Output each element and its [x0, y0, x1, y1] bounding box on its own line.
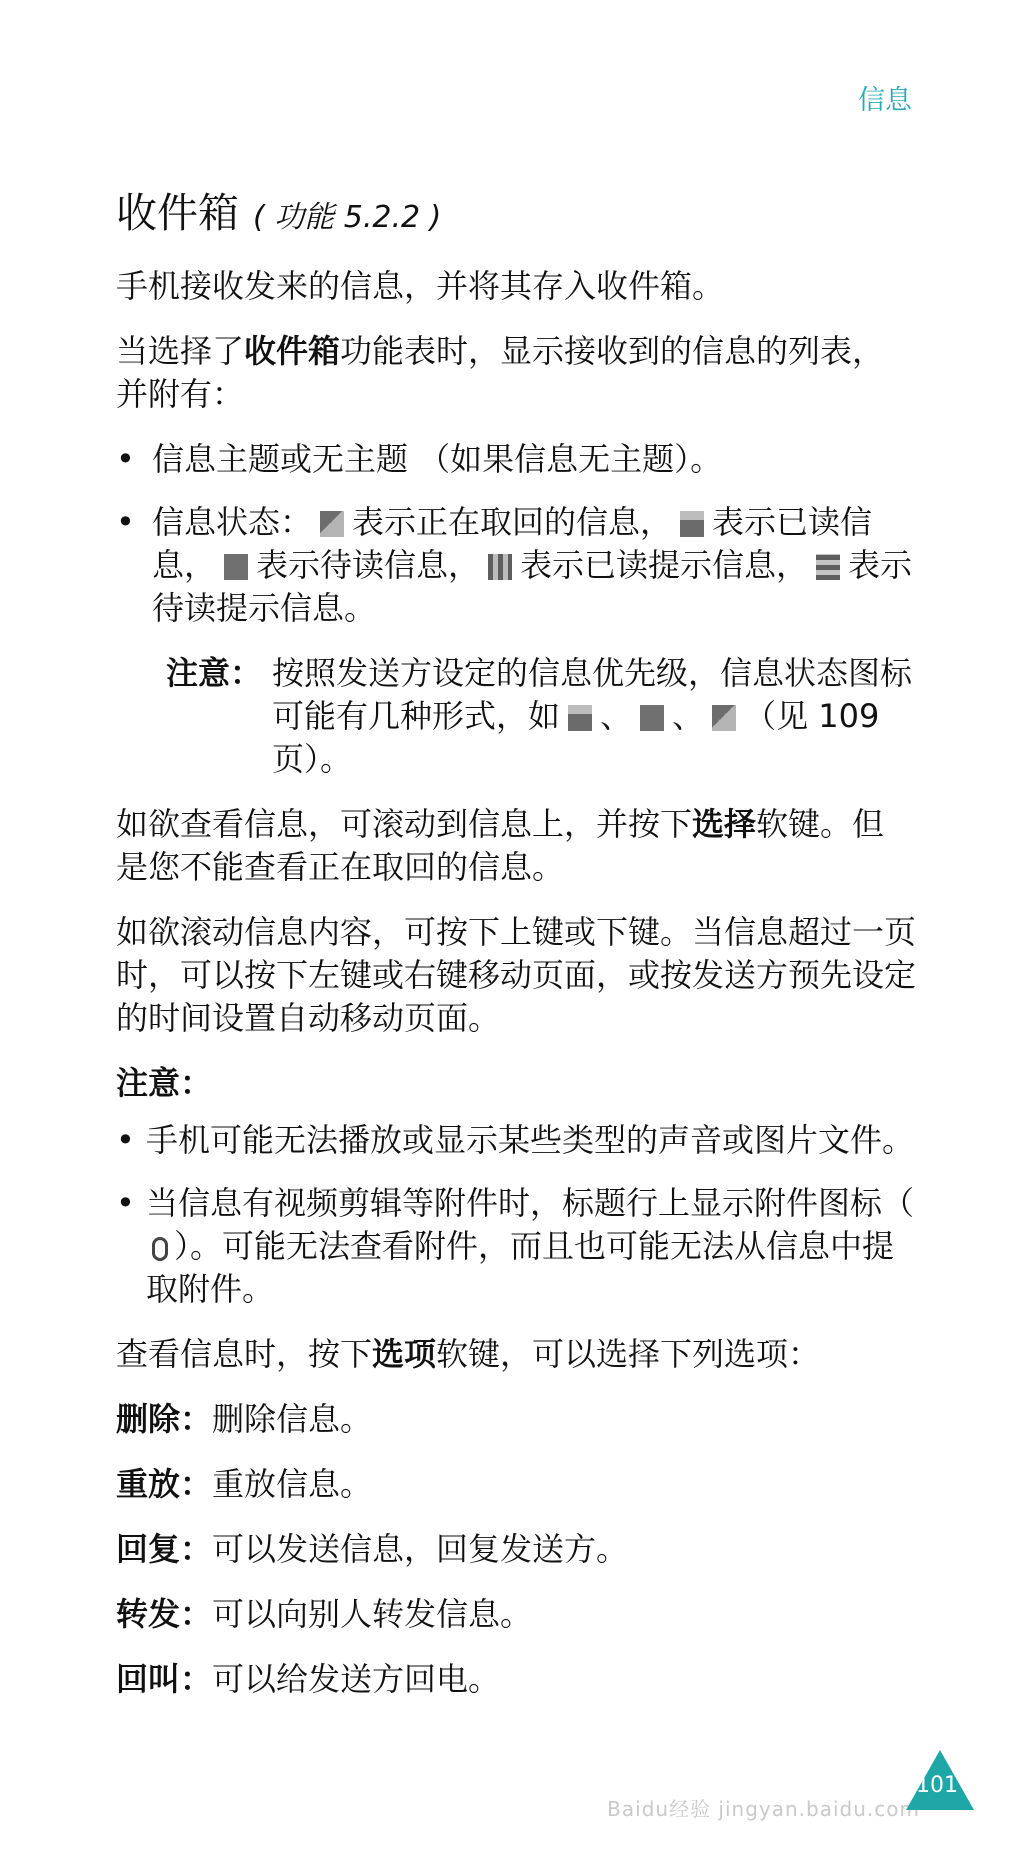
priority-note [166, 652, 916, 781]
priority-normal-envelope-icon [640, 705, 664, 731]
inbox-list-paragraph: 当选择了收件箱功能表时，显示接收到的信息的列表，并附有： [116, 332, 885, 414]
option-forward: 转发：可以向别人转发信息。 [116, 1595, 533, 1634]
envelope-retrieving-icon [320, 511, 344, 537]
note-heading: 注意： [116, 1064, 213, 1103]
note-item-attachment: • 当信息有视频剪辑等附件时，标题行上显示附件图标（）。可能无法查看附件，而且也可能无法从信息中提取附件。 [116, 1182, 916, 1311]
page-content [116, 190, 916, 1723]
priority-high-envelope-icon [568, 705, 592, 731]
option-callback: 回叫：可以给发送方回电。 [116, 1660, 501, 1699]
page-title [116, 190, 916, 237]
option-replay: 重放：重放信息。 [116, 1465, 373, 1504]
option-delete: 删除：删除信息。 [116, 1400, 373, 1439]
list-attributes [116, 438, 916, 630]
scroll-paragraph: 如欲滚动信息内容，可按下上键或下键。当信息超过一页时，可以按下左键或右键移动页面，或按发送方预先设定的时间设置自动移动页面。 [116, 913, 917, 1038]
options-intro-paragraph: 查看信息时，按下选项软键，可以选择下列选项： [116, 1335, 821, 1374]
envelope-read-icon [680, 511, 704, 537]
list-item-status: • 信息状态： 表示正在取回的信息， 表示已读信息， 表示待读信息， 表示已读提示信息， 表示待读提示信息。 [116, 501, 916, 630]
intro-paragraph: 手机接收发来的信息，并将其存入收件箱。 [116, 267, 725, 306]
inbox-term: 收件箱 [244, 332, 341, 371]
option-reply: 回复：可以发送信息，回复发送方。 [116, 1530, 629, 1569]
baidu-watermark: Baidu经验 jingyan.baidu.com [607, 1797, 920, 1821]
paperclip-icon [152, 1237, 168, 1261]
report-unread-icon [816, 554, 840, 580]
note-label: 注意： [166, 654, 263, 693]
function-reference: ( 功能 5.2.2 ) [253, 200, 442, 235]
section-header: 信息 [858, 85, 912, 116]
priority-low-envelope-icon [712, 705, 736, 731]
note-list [116, 1119, 916, 1311]
options-softkey-term: 选项 [372, 1335, 437, 1374]
note-body: 按照发送方设定的信息优先级，信息状态图标可能有几种形式，如 、 、 （见 109 页）。 [272, 654, 913, 779]
report-read-icon [488, 554, 512, 580]
envelope-unread-icon [224, 554, 248, 580]
select-softkey-term: 选择 [692, 805, 757, 844]
note-item-media: • 手机可能无法播放或显示某些类型的声音或图片文件。 [116, 1119, 916, 1162]
page-number: 101 [916, 1773, 958, 1798]
list-item-subject: • 信息主题或无主题 （如果信息无主题）。 [116, 438, 916, 481]
view-message-paragraph: 如欲查看信息，可滚动到信息上，并按下选择软键。但是您不能查看正在取回的信息。 [116, 805, 885, 887]
title-text: 收件箱 [116, 189, 239, 237]
